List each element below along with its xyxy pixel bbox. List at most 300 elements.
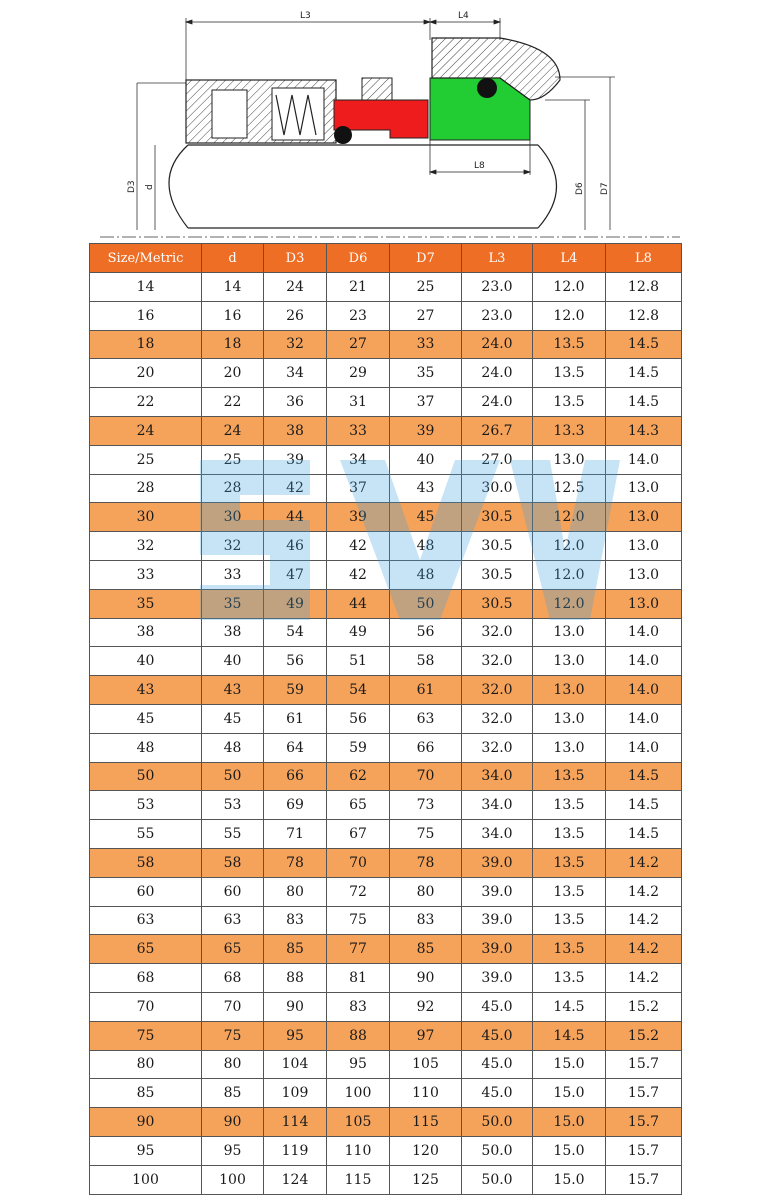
dimension-cell: 92 <box>390 992 462 1021</box>
table-row <box>90 1108 682 1137</box>
dimension-cell: 32.0 <box>462 733 533 762</box>
dimension-cell: 32.0 <box>462 676 533 705</box>
size-cell: 18 <box>90 330 202 359</box>
dimension-cell: 120 <box>390 1136 462 1165</box>
table-row <box>90 416 682 445</box>
dimension-cell: 32.0 <box>462 647 533 676</box>
label-d6: D6 <box>575 182 585 195</box>
dimension-cell: 60 <box>202 877 264 906</box>
table-row <box>90 704 682 733</box>
size-cell: 95 <box>90 1136 202 1165</box>
dimension-cell: 14 <box>202 273 264 302</box>
dimension-cell: 48 <box>202 733 264 762</box>
dimension-cell: 15.0 <box>533 1136 606 1165</box>
dimension-cell: 42 <box>327 560 390 589</box>
size-cell: 33 <box>90 560 202 589</box>
dimension-cell: 56 <box>264 647 327 676</box>
dimension-cell: 70 <box>202 992 264 1021</box>
dimension-cell: 80 <box>264 877 327 906</box>
spring-collar <box>186 80 336 143</box>
dimension-cell: 37 <box>390 388 462 417</box>
size-cell: 85 <box>90 1079 202 1108</box>
size-cell: 14 <box>90 273 202 302</box>
dimension-cell: 85 <box>202 1079 264 1108</box>
dimension-cell: 33 <box>202 560 264 589</box>
dimension-cell: 14.2 <box>606 906 682 935</box>
size-cell: 80 <box>90 1050 202 1079</box>
column-header: D6 <box>327 244 390 273</box>
size-specification-table <box>89 243 682 1195</box>
dimension-cell: 39.0 <box>462 935 533 964</box>
column-header: Size/Metric <box>90 244 202 273</box>
table-row <box>90 532 682 561</box>
dimension-cell: 34 <box>327 445 390 474</box>
dimension-cell: 37 <box>327 474 390 503</box>
dimension-cell: 54 <box>327 676 390 705</box>
dimension-cell: 13.5 <box>533 935 606 964</box>
dimension-cell: 44 <box>327 589 390 618</box>
dimension-cell: 61 <box>390 676 462 705</box>
dimension-cell: 23 <box>327 301 390 330</box>
dimension-cell: 115 <box>390 1108 462 1137</box>
dimension-cell: 44 <box>264 503 327 532</box>
dimension-cell: 95 <box>264 1021 327 1050</box>
dimension-cell: 39.0 <box>462 964 533 993</box>
dimension-cell: 14.0 <box>606 445 682 474</box>
dimension-cell: 33 <box>390 330 462 359</box>
label-l8: L8 <box>474 161 485 171</box>
dimension-cell: 34.0 <box>462 791 533 820</box>
dimension-cell: 30 <box>202 503 264 532</box>
size-cell: 43 <box>90 676 202 705</box>
dimension-cell: 13.0 <box>606 503 682 532</box>
table-row <box>90 589 682 618</box>
dimension-cell: 109 <box>264 1079 327 1108</box>
table-row <box>90 647 682 676</box>
dimension-cell: 14.2 <box>606 848 682 877</box>
table-row <box>90 301 682 330</box>
dimension-cell: 31 <box>327 388 390 417</box>
dimension-cell: 75 <box>390 820 462 849</box>
dimension-cell: 110 <box>390 1079 462 1108</box>
dimension-cell: 54 <box>264 618 327 647</box>
dimension-cell: 24 <box>202 416 264 445</box>
size-cell: 38 <box>90 618 202 647</box>
dimension-cell: 88 <box>264 964 327 993</box>
size-cell: 32 <box>90 532 202 561</box>
table-header-row <box>90 244 682 273</box>
dimension-cell: 90 <box>390 964 462 993</box>
dimension-cell: 67 <box>327 820 390 849</box>
size-cell: 70 <box>90 992 202 1021</box>
dimension-cell: 27 <box>390 301 462 330</box>
dimension-cell: 15.0 <box>533 1165 606 1194</box>
dimension-cell: 33 <box>327 416 390 445</box>
table-row <box>90 733 682 762</box>
dimension-cell: 115 <box>327 1165 390 1194</box>
dimension-cell: 12.0 <box>533 301 606 330</box>
dimension-cell: 27.0 <box>462 445 533 474</box>
table-row <box>90 791 682 820</box>
dimension-cell: 14.3 <box>606 416 682 445</box>
dimension-cell: 13.0 <box>533 647 606 676</box>
dimension-cell: 14.0 <box>606 733 682 762</box>
dimension-cell: 46 <box>264 532 327 561</box>
dimension-cell: 14.5 <box>606 762 682 791</box>
dimension-cell: 30.5 <box>462 589 533 618</box>
label-l3: L3 <box>300 11 311 21</box>
dimension-cell: 12.0 <box>533 589 606 618</box>
table-row <box>90 359 682 388</box>
dimension-cell: 13.5 <box>533 762 606 791</box>
dimension-cell: 12.8 <box>606 273 682 302</box>
dimension-cell: 50.0 <box>462 1108 533 1137</box>
dimension-cell: 15.7 <box>606 1108 682 1137</box>
dimension-cell: 15.0 <box>533 1050 606 1079</box>
dimension-cell: 39 <box>390 416 462 445</box>
size-cell: 68 <box>90 964 202 993</box>
column-header: D7 <box>390 244 462 273</box>
dimension-cell: 24.0 <box>462 359 533 388</box>
dimension-cell: 64 <box>264 733 327 762</box>
size-cell: 75 <box>90 1021 202 1050</box>
dimension-cell: 65 <box>327 791 390 820</box>
column-header: L4 <box>533 244 606 273</box>
dimension-cell: 26.7 <box>462 416 533 445</box>
dimension-cell: 105 <box>327 1108 390 1137</box>
table-row <box>90 820 682 849</box>
size-cell: 30 <box>90 503 202 532</box>
dimension-cell: 20 <box>202 359 264 388</box>
dimension-cell: 14.5 <box>606 359 682 388</box>
size-cell: 100 <box>90 1165 202 1194</box>
dimension-cell: 66 <box>390 733 462 762</box>
o-ring-face <box>334 126 352 144</box>
dimension-cell: 12.5 <box>533 474 606 503</box>
size-cell: 60 <box>90 877 202 906</box>
table-row <box>90 474 682 503</box>
dimension-cell: 42 <box>264 474 327 503</box>
dimension-cell: 13.5 <box>533 791 606 820</box>
dimension-cell: 13.5 <box>533 820 606 849</box>
dimension-cell: 15.0 <box>533 1108 606 1137</box>
dimension-cell: 27 <box>327 330 390 359</box>
dimension-cell: 50 <box>390 589 462 618</box>
dimension-cell: 39 <box>327 503 390 532</box>
table-row <box>90 935 682 964</box>
dimension-cell: 25 <box>390 273 462 302</box>
dimension-cell: 32 <box>202 532 264 561</box>
dimension-cell: 75 <box>327 906 390 935</box>
label-d: d <box>145 184 155 190</box>
size-cell: 90 <box>90 1108 202 1137</box>
table-row <box>90 877 682 906</box>
dimension-cell: 35 <box>390 359 462 388</box>
size-cell: 20 <box>90 359 202 388</box>
dimension-cell: 119 <box>264 1136 327 1165</box>
dimension-cell: 63 <box>202 906 264 935</box>
size-cell: 58 <box>90 848 202 877</box>
size-cell: 35 <box>90 589 202 618</box>
dimension-cell: 56 <box>390 618 462 647</box>
dimension-cell: 85 <box>390 935 462 964</box>
dimension-cell: 40 <box>390 445 462 474</box>
dimension-cell: 90 <box>202 1108 264 1137</box>
dimension-cell: 21 <box>327 273 390 302</box>
dimension-cell: 88 <box>327 1021 390 1050</box>
size-cell: 28 <box>90 474 202 503</box>
dimension-cell: 14.5 <box>533 1021 606 1050</box>
dimension-cell: 69 <box>264 791 327 820</box>
dimension-cell: 29 <box>327 359 390 388</box>
dimension-cell: 70 <box>327 848 390 877</box>
dimension-cell: 39.0 <box>462 906 533 935</box>
dimension-cell: 61 <box>264 704 327 733</box>
dimension-cell: 59 <box>264 676 327 705</box>
column-header: D3 <box>264 244 327 273</box>
dimension-cell: 23.0 <box>462 273 533 302</box>
dimension-cell: 15.7 <box>606 1050 682 1079</box>
seal-cross-section-drawing <box>0 0 772 240</box>
dimension-cell: 66 <box>264 762 327 791</box>
dimension-cell: 63 <box>390 704 462 733</box>
dimension-cell: 45 <box>202 704 264 733</box>
dimension-cell: 13.0 <box>606 474 682 503</box>
dimension-cell: 32 <box>264 330 327 359</box>
column-header: L8 <box>606 244 682 273</box>
size-cell: 40 <box>90 647 202 676</box>
dimension-cell: 83 <box>264 906 327 935</box>
dimension-cell: 38 <box>264 416 327 445</box>
table-row <box>90 388 682 417</box>
column-header: d <box>202 244 264 273</box>
dimension-cell: 47 <box>264 560 327 589</box>
label-d7: D7 <box>600 182 610 195</box>
dimension-cell: 50.0 <box>462 1165 533 1194</box>
dimension-cell: 90 <box>264 992 327 1021</box>
dimension-cell: 38 <box>202 618 264 647</box>
dimension-cell: 100 <box>202 1165 264 1194</box>
dimension-cell: 45.0 <box>462 1050 533 1079</box>
dimension-cell: 49 <box>264 589 327 618</box>
dimension-cell: 42 <box>327 532 390 561</box>
dimension-cell: 71 <box>264 820 327 849</box>
column-header: L3 <box>462 244 533 273</box>
dimension-cell: 14.0 <box>606 618 682 647</box>
table-row <box>90 1165 682 1194</box>
label-d3: D3 <box>127 180 137 193</box>
dimension-cell: 13.0 <box>533 445 606 474</box>
dimension-cell: 48 <box>390 532 462 561</box>
dimension-cell: 23.0 <box>462 301 533 330</box>
dimension-cell: 13.5 <box>533 964 606 993</box>
dimension-cell: 22 <box>202 388 264 417</box>
dimension-cell: 43 <box>202 676 264 705</box>
size-cell: 24 <box>90 416 202 445</box>
dimension-cell: 62 <box>327 762 390 791</box>
table-row <box>90 1050 682 1079</box>
dimension-cell: 13.0 <box>606 589 682 618</box>
dimension-cell: 49 <box>327 618 390 647</box>
dimension-cell: 13.0 <box>533 704 606 733</box>
dimension-cell: 15.0 <box>533 1079 606 1108</box>
dimension-cell: 51 <box>327 647 390 676</box>
dimension-cell: 77 <box>327 935 390 964</box>
dimension-cell: 14.5 <box>606 388 682 417</box>
dimension-cell: 75 <box>202 1021 264 1050</box>
dimension-cell: 39 <box>264 445 327 474</box>
dimension-cell: 14.5 <box>606 791 682 820</box>
dimension-cell: 14.5 <box>606 330 682 359</box>
table-row <box>90 676 682 705</box>
dimension-cell: 12.0 <box>533 503 606 532</box>
size-cell: 16 <box>90 301 202 330</box>
dimension-cell: 13.0 <box>533 733 606 762</box>
table-row <box>90 906 682 935</box>
dimension-cell: 78 <box>264 848 327 877</box>
dimension-cell: 45.0 <box>462 992 533 1021</box>
dimension-cell: 56 <box>327 704 390 733</box>
dimension-cell: 50.0 <box>462 1136 533 1165</box>
dimension-cell: 13.0 <box>533 676 606 705</box>
dimension-cell: 59 <box>327 733 390 762</box>
dimension-cell: 32.0 <box>462 618 533 647</box>
table-row <box>90 330 682 359</box>
dimension-cell: 110 <box>327 1136 390 1165</box>
dimension-cell: 18 <box>202 330 264 359</box>
size-cell: 22 <box>90 388 202 417</box>
dimension-cell: 13.0 <box>606 532 682 561</box>
dimension-cell: 104 <box>264 1050 327 1079</box>
dimension-cell: 34 <box>264 359 327 388</box>
dimension-cell: 83 <box>390 906 462 935</box>
dimension-cell: 35 <box>202 589 264 618</box>
dimension-cell: 24.0 <box>462 330 533 359</box>
dimension-cell: 12.0 <box>533 273 606 302</box>
dimension-cell: 105 <box>390 1050 462 1079</box>
dimension-cell: 58 <box>390 647 462 676</box>
dimension-cell: 50 <box>202 762 264 791</box>
size-cell: 25 <box>90 445 202 474</box>
dimension-cell: 13.3 <box>533 416 606 445</box>
table-row <box>90 964 682 993</box>
table-body <box>90 273 682 1195</box>
dimension-cell: 124 <box>264 1165 327 1194</box>
dimension-cell: 48 <box>390 560 462 589</box>
dimension-cell: 68 <box>202 964 264 993</box>
dimension-cell: 36 <box>264 388 327 417</box>
dimension-cell: 70 <box>390 762 462 791</box>
dimension-cell: 39.0 <box>462 877 533 906</box>
o-ring-seat <box>477 78 497 98</box>
dimension-cell: 39.0 <box>462 848 533 877</box>
dimension-cell: 14.5 <box>606 820 682 849</box>
table-row <box>90 445 682 474</box>
size-cell: 55 <box>90 820 202 849</box>
dimension-cell: 34.0 <box>462 820 533 849</box>
dimension-cell: 43 <box>390 474 462 503</box>
dimension-cell: 12.0 <box>533 560 606 589</box>
dimension-cell: 14.2 <box>606 935 682 964</box>
dimension-cell: 80 <box>390 877 462 906</box>
table-row <box>90 503 682 532</box>
dimension-cell: 24 <box>264 273 327 302</box>
dimension-cell: 45.0 <box>462 1079 533 1108</box>
dimension-cell: 13.5 <box>533 848 606 877</box>
dimension-cell: 13.5 <box>533 906 606 935</box>
label-l4: L4 <box>458 11 469 21</box>
dimension-cell: 13.5 <box>533 388 606 417</box>
dimension-cell: 14.0 <box>606 676 682 705</box>
dimension-cell: 45 <box>390 503 462 532</box>
dimension-cell: 25 <box>202 445 264 474</box>
dimension-cell: 14.2 <box>606 964 682 993</box>
dimension-cell: 72 <box>327 877 390 906</box>
table-row <box>90 1079 682 1108</box>
dimension-cell: 13.0 <box>533 618 606 647</box>
dimension-cell: 78 <box>390 848 462 877</box>
dimension-cell: 14.5 <box>533 992 606 1021</box>
dimension-cell: 114 <box>264 1108 327 1137</box>
dimension-cell: 40 <box>202 647 264 676</box>
dimension-cell: 15.7 <box>606 1136 682 1165</box>
dimension-cell: 30.5 <box>462 503 533 532</box>
dimension-cell: 65 <box>202 935 264 964</box>
shaft-outline <box>169 145 557 228</box>
dimension-cell: 14.2 <box>606 877 682 906</box>
dimension-cell: 30.5 <box>462 560 533 589</box>
table-row <box>90 1136 682 1165</box>
dimension-cell: 83 <box>327 992 390 1021</box>
dimension-cell: 81 <box>327 964 390 993</box>
dimension-cell: 24.0 <box>462 388 533 417</box>
dimension-cell: 80 <box>202 1050 264 1079</box>
dimension-cell: 95 <box>327 1050 390 1079</box>
size-cell: 50 <box>90 762 202 791</box>
dimension-cell: 30.0 <box>462 474 533 503</box>
dimension-cell: 85 <box>264 935 327 964</box>
dimension-cell: 28 <box>202 474 264 503</box>
dimension-cell: 14.0 <box>606 704 682 733</box>
dimension-cell: 13.0 <box>606 560 682 589</box>
dimension-cell: 13.5 <box>533 877 606 906</box>
dimension-cell: 125 <box>390 1165 462 1194</box>
dimension-cell: 32.0 <box>462 704 533 733</box>
dimension-cell: 34.0 <box>462 762 533 791</box>
size-cell: 65 <box>90 935 202 964</box>
dimension-cell: 95 <box>202 1136 264 1165</box>
set-screw <box>362 78 392 100</box>
dimension-cell: 15.2 <box>606 1021 682 1050</box>
size-cell: 45 <box>90 704 202 733</box>
dimension-cell: 15.2 <box>606 992 682 1021</box>
table-row <box>90 848 682 877</box>
table-row <box>90 560 682 589</box>
dimension-cell: 55 <box>202 820 264 849</box>
dimension-cell: 73 <box>390 791 462 820</box>
dimension-cell: 100 <box>327 1079 390 1108</box>
dimension-cell: 30.5 <box>462 532 533 561</box>
table-row <box>90 762 682 791</box>
dimension-cell: 16 <box>202 301 264 330</box>
dimension-cell: 13.5 <box>533 359 606 388</box>
table-row <box>90 1021 682 1050</box>
dimension-cell: 15.7 <box>606 1165 682 1194</box>
dimension-cell: 12.8 <box>606 301 682 330</box>
dimension-cell: 53 <box>202 791 264 820</box>
size-cell: 53 <box>90 791 202 820</box>
dimension-cell: 45.0 <box>462 1021 533 1050</box>
